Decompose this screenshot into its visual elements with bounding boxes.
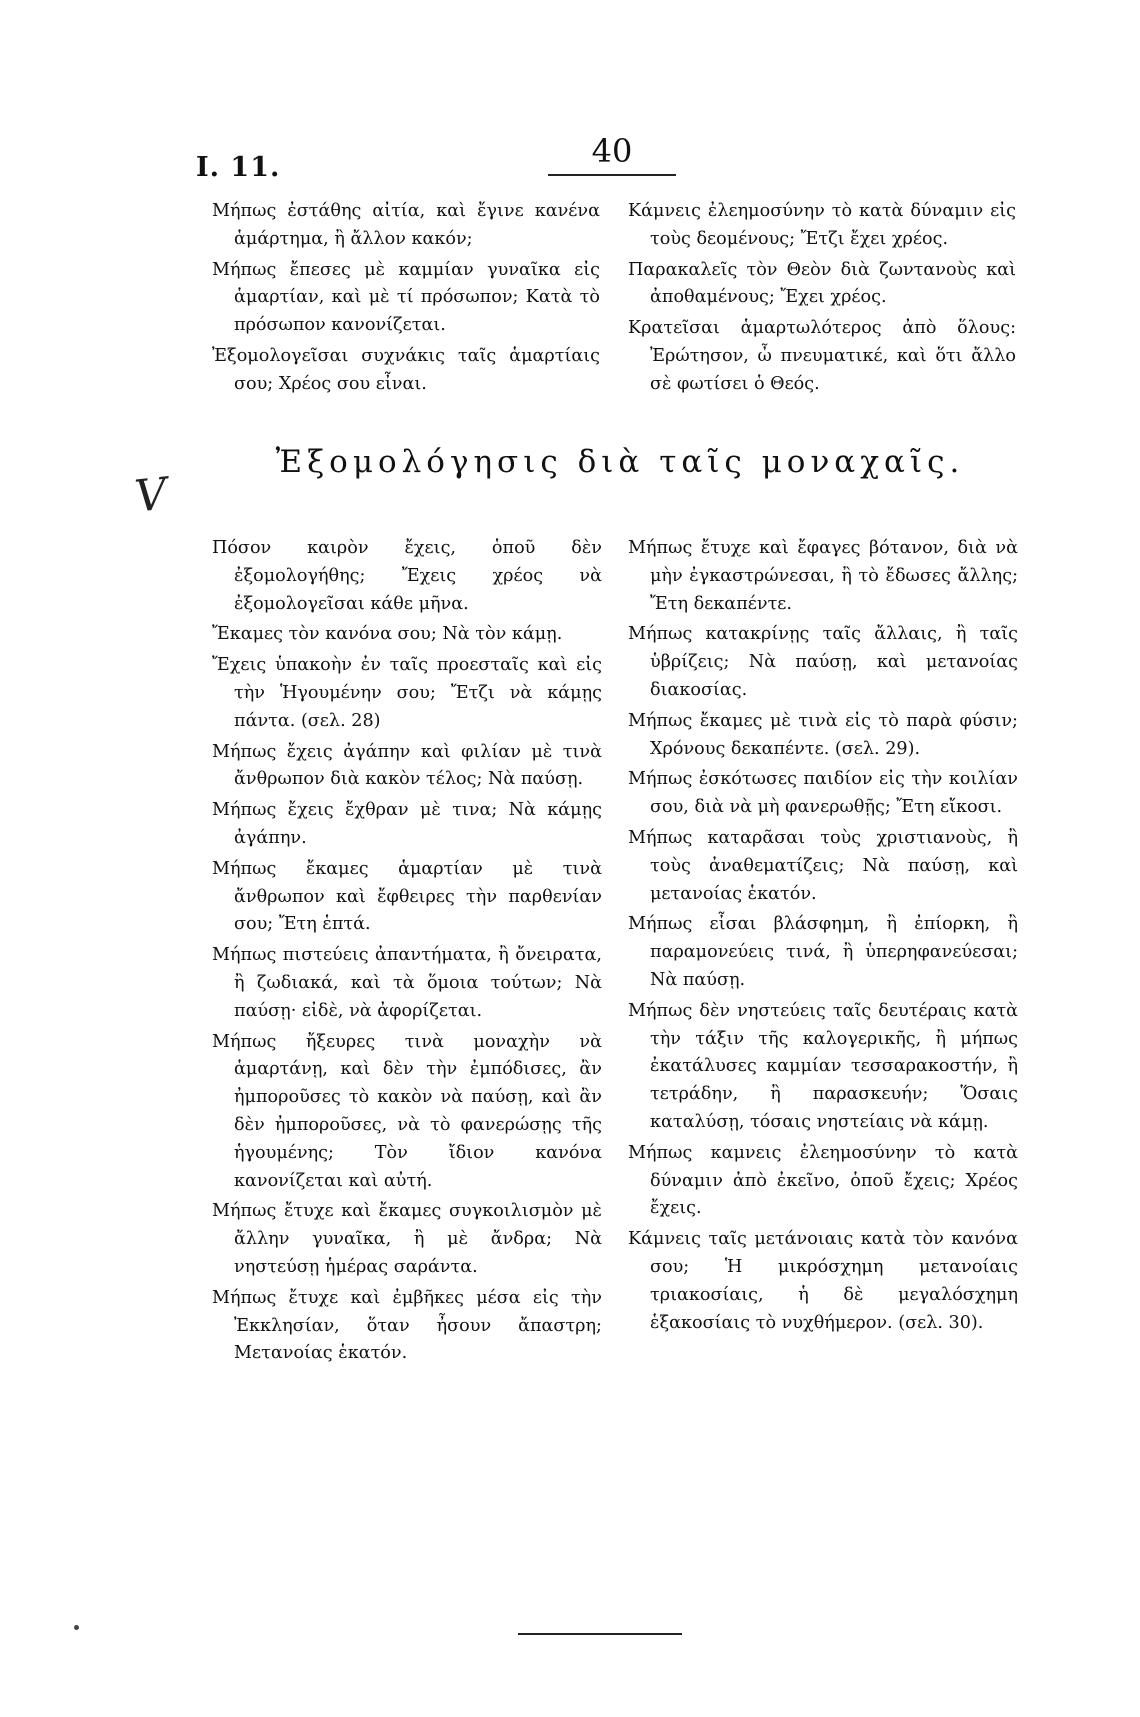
paragraph: Μήπως ἔτυχε καὶ ἔκαμες συγκοιλισμὸν μὲ ἄλλην γυναῖκα, ἢ μὲ ἄνδρα; Νὰ νηστεύσῃ ἡμέρας σαράντα. bbox=[212, 1201, 602, 1277]
margin-dot bbox=[74, 1625, 79, 1630]
paragraph: Μήπως ἔκαμες μὲ τινὰ εἰς τὸ παρὰ φύσιν; Χρόνους δεκαπέντε. (σελ. 29). bbox=[628, 710, 1018, 759]
page-number: 40 bbox=[591, 132, 633, 170]
paragraph: Μήπως ἔτυχε καὶ ἔφαγες βότανον, διὰ νὰ μὴν ἐγκαστρώνεσαι, ἢ τὸ ἔδωσες ἄλλης; Ἔτη δεκαπέντε. bbox=[628, 538, 1018, 614]
paragraph: Μήπως ἔπεσες μὲ καμμίαν γυναῖκα εἰς ἁμαρτίαν, καὶ μὲ τί πρόσωπον; Κατὰ τὸ πρόσωπον κανονίζεται. bbox=[212, 259, 600, 336]
paragraph: Μήπως καταρᾶσαι τοὺς χριστιανοὺς, ἢ τοὺς ἀναθεματίζεις; Νὰ παύσῃ, καὶ μετανοίας ἑκατόν. bbox=[628, 827, 1018, 904]
column-bottom-right bbox=[628, 535, 1018, 1340]
paragraph: Μήπως καμνεις ἐλεημοσύνην τὸ κατὰ δύναμιν ἀπὸ ἐκεῖνο, ὁποῦ ἔχεις; Χρέος ἔχεις. bbox=[628, 1142, 1018, 1219]
margin-check-mark: V bbox=[132, 468, 170, 523]
column-top-right bbox=[628, 198, 1016, 402]
paragraph: Κάμνεις ταῖς μετάνοιαις κατὰ τὸν κανόνα σου; Ἡ μικρόσχημη μετανοίαις τριακοσίαις, ἡ δὲ μεγαλόσχημη ἑξακοσίαις τὸ νυχθήμερον. (σελ. 30). bbox=[628, 1229, 1018, 1333]
paragraph: Μήπως εἶσαι βλάσφημη, ἢ ἐπίορκη, ἢ παραμονεύεις τινά, ἢ ὑπερηφανεύεσαι; Νὰ παύσῃ. bbox=[628, 914, 1018, 990]
signature-mark: I. 11. bbox=[196, 152, 281, 183]
section-end-rule bbox=[518, 1633, 682, 1635]
paragraph: Μήπως ἐστάθης αἰτία, καὶ ἔγινε κανένα ἁμάρτημα, ἢ ἄλλον κακόν; bbox=[212, 201, 600, 249]
paragraph: Ἔχεις ὑπακοὴν ἐν ταῖς προεσταῖς καὶ εἰς τὴν Ἡγουμένην σου; Ἔτζι νὰ κάμῃς πάντα. (σελ. 28) bbox=[212, 655, 602, 731]
paragraph: Μήπως κατακρίνῃς ταῖς ἄλλαις, ἢ ταῖς ὑβρίζεις; Νὰ παύσῃ, καὶ μετανοίας διακοσίας. bbox=[628, 624, 1018, 700]
paragraph: Μήπως ἤξευρες τινὰ μοναχὴν νὰ ἁμαρτάνῃ, καὶ δὲν τὴν ἐμπόδισες, ἂν ἠμποροῦσες τὸ κακὸν νὰ παύσῃ, καὶ ἂν δὲν ἠμποροῦσες, νὰ τὸ φανερώσῃς τῆς ἡγουμένης; Τὸν ἴδιον κανόνα κανονίζεται καὶ αὐτή. bbox=[212, 1031, 602, 1191]
column-bottom-left bbox=[212, 535, 602, 1371]
paragraph: Μήπως ἔχεις ἀγάπην καὶ φιλίαν μὲ τινὰ ἄνθρωπον διὰ κακὸν τέλος; Νὰ παύσῃ. bbox=[212, 741, 602, 790]
paragraph: Κρατεῖσαι ἁμαρτωλότερος ἀπὸ ὅλους: Ἐρώτησον, ὦ πνευματικέ, καὶ ὅτι ἄλλο σὲ φωτίσει ὁ Θεός. bbox=[628, 318, 1016, 394]
column-top-left bbox=[212, 198, 600, 402]
paragraph: Μήπως ἔχεις ἔχθραν μὲ τινα; Νὰ κάμῃς ἀγάπην. bbox=[212, 800, 602, 848]
paragraph: Ἔκαμες τὸν κανόνα σου; Νὰ τὸν κάμῃ. bbox=[212, 624, 563, 645]
paragraph: Κάμνεις ἐλεημοσύνην τὸ κατὰ δύναμιν εἰς τοὺς δεομένους; Ἔτζι ἔχει χρέος. bbox=[628, 201, 1016, 249]
paragraph: Πόσον καιρὸν ἔχεις, ὁποῦ δὲν ἐξομολογήθης; Ἔχεις χρέος νὰ ἐξομολογεῖσαι κάθε μῆνα. bbox=[212, 538, 602, 614]
paragraph: Ἐξομολογεῖσαι συχνάκις ταῖς ἁμαρτίαις σου; Χρέος σου εἶναι. bbox=[212, 345, 600, 394]
paragraph: Μήπως πιστεύεις ἀπαντήματα, ἢ ὄνειρατα, ἢ ζωδιακά, καὶ τὰ ὅμοια τούτων; Νὰ παύσῃ· εἰδὲ, νὰ ἀφορίζεται. bbox=[212, 945, 602, 1021]
section-title: Ἐξομολόγησις διὰ ταῖς μοναχαῖς. bbox=[275, 444, 965, 480]
paragraph: Μήπως ἔτυχε καὶ ἐμβῆκες μέσα εἰς τὴν Ἐκκλησίαν, ὅταν ἦσουν ἄπαστρη; Μετανοίας ἑκατόν. bbox=[212, 1287, 602, 1364]
paragraph: Μήπως ἔκαμες ἁμαρτίαν μὲ τινὰ ἄνθρωπον καὶ ἔφθειρες τὴν παρθενίαν σου; Ἔτη ἑπτά. bbox=[212, 858, 602, 935]
page-number-rule bbox=[548, 174, 676, 176]
paragraph: Μήπως δὲν νηστεύεις ταῖς δευτέραις κατὰ τὴν τάξιν τῆς καλογερικῆς, ἢ μήπως ἐκατάλυσες καμμίαν τεσσαρακοστήν, ἢ τετράδην, ἢ παρασκευήν; Ὅσαις καταλύσῃ, τόσαις νηστείαις νὰ κάμῃ. bbox=[628, 1000, 1018, 1132]
paragraph: Μήπως ἐσκότωσες παιδίον εἰς τὴν κοιλίαν σου, διὰ νὰ μὴ φανερωθῇς; Ἔτη εἴκοσι. bbox=[628, 769, 1018, 818]
paragraph: Παρακαλεῖς τὸν Θεὸν διὰ ζωντανοὺς καὶ ἀποθαμένους; Ἔχει χρέος. bbox=[628, 259, 1016, 308]
